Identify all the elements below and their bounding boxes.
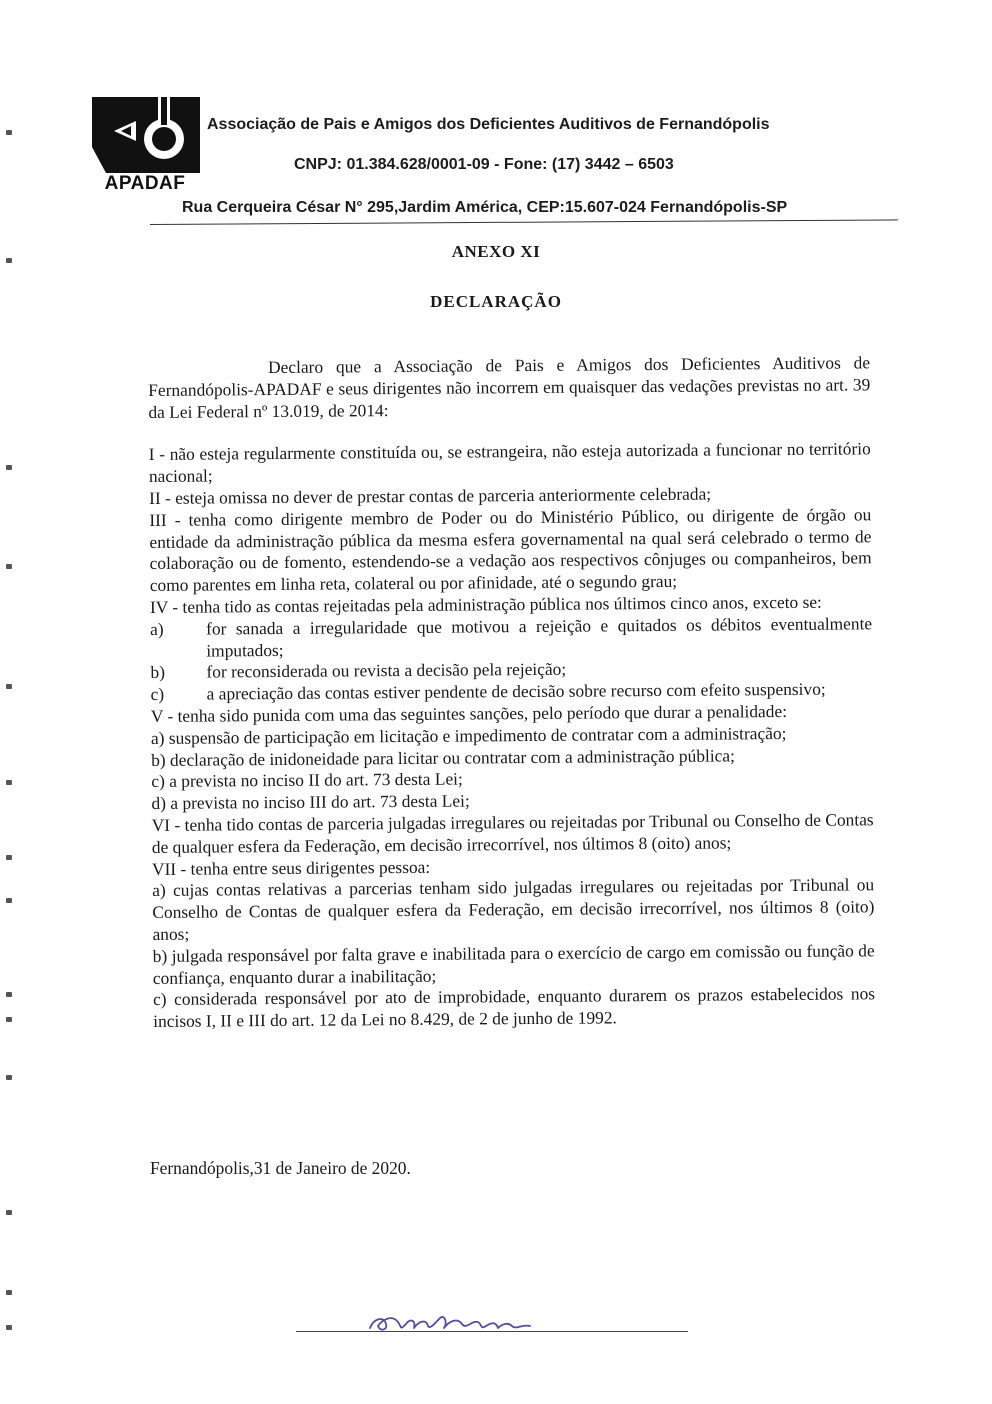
scan-artifact (6, 898, 12, 903)
clause-iv: IV - tenha tido as contas rejeitadas pela administração pública nos últimos cinco anos, exceto se: (149, 591, 822, 617)
scan-artifact (6, 465, 12, 470)
intro-paragraph: Declaro que a Associação de Pais e Amigos dos Deficientes Auditivos de Fernandópolis-APADAF e seus dirigentes não incorrem em quaisquer das vedações previstas no art. 39 da Lei Federal nº 13.019, de 2014: (148, 352, 871, 422)
declaration-body (148, 352, 875, 1033)
scan-artifact (6, 564, 12, 569)
scan-artifact (6, 1325, 12, 1330)
signature-line (296, 1331, 688, 1332)
clause-vii-b: b) julgada responsável por falta grave e inabilitada para o exercício de cargo em comissão ou função de confiança, enquanto durar a inabilitação; (152, 940, 875, 988)
clause-vi: VI - tenha tido contas de parceria julgadas irregulares ou rejeitadas por Tribunal ou Conselho de Contas de qualquer esfera da Federação, em decisão irrecorrível, nos últimos 8 (oito) anos; (151, 809, 874, 857)
clause-v-c: c) a prevista no inciso II do art. 73 desta Lei; (151, 768, 463, 792)
document-title: DECLARAÇÃO (430, 292, 562, 311)
scan-artifact (6, 780, 12, 785)
clause-iii: III - tenha como dirigente membro de Poder ou do Ministério Público, ou dirigente de órgão ou entidade da administração pública da mesma esfera governamental na qual será celebrado o termo de colaboração ou de fomento, estendendo-se a vedação aos respectivos cônjuges ou companheiros, bem como parentes em linha reta, colateral ou por afinidade, até o segundo grau; (149, 504, 872, 596)
scan-artifact (6, 855, 12, 860)
header-divider (150, 219, 898, 225)
clause-vii-a: a) cujas contas relativas a parcerias tenham sido julgadas irregulares ou rejeitadas por Tribunal ou Conselho de Contas de qualquer esfera da Federação, em decisão irrecorrível, nos últimos 8 (oito) anos; (152, 874, 875, 944)
clause-text: for reconsiderada ou revista a decisão pela rejeição; (206, 659, 567, 682)
place-date: Fernandópolis,31 de Janeiro de 2020. (150, 1158, 411, 1178)
clause-iv-a (150, 613, 872, 662)
clause-vii: VII - tenha entre seus dirigentes pessoa: (151, 856, 431, 879)
scan-artifact (6, 1210, 12, 1215)
handwritten-signature (340, 1300, 580, 1340)
cnpj-phone: CNPJ: 01.384.628/0001-09 - Fone: (17) 3442 – 6503 (294, 156, 674, 173)
clause-letter: a) (150, 618, 164, 639)
logo-text: APADAF (104, 173, 186, 194)
apadaf-logo (88, 95, 202, 195)
clause-ii: II - esteja omissa no dever de prestar contas de parceria anteriormente celebrada; (149, 483, 712, 508)
scan-artifact (6, 992, 12, 997)
clause-letter: b) (150, 662, 166, 683)
apadaf-ear-logo-icon (88, 95, 202, 175)
scan-artifact (6, 684, 12, 689)
organization-name: Associação de Pais e Amigos dos Deficientes Auditivos de Fernandópolis (207, 116, 770, 133)
clause-letter: c) (150, 684, 165, 705)
clause-vii-c: c) considerada responsável por ato de improbidade, enquanto durarem os prazos estabelecidos nos incisos I, II e III do art. 12 da Lei no 8.429, de 2 de junho de 1992. (152, 983, 876, 1032)
clause-v-d: d) a prevista no inciso III do art. 73 desta Lei; (151, 790, 470, 814)
clause-v-a: a) suspensão de participação em licitação e impedimento de contratar com a administração; (150, 722, 787, 748)
clause-text: a apreciação das contas estiver pendente de decisão sobre recurso com efeito suspensivo; (206, 678, 826, 704)
scan-artifact (6, 1075, 12, 1080)
clause-v: V - tenha sido punida com uma das seguintes sanções, pelo período que durar a penalidade: (150, 700, 788, 726)
annex-heading: ANEXO XI (451, 242, 541, 261)
clause-i: I - não esteja regularmente constituída ou, se estrangeira, não esteja autorizada a funcionar no território nacional; (148, 438, 871, 487)
clause-text: for sanada a irregularidade que motivou a rejeição e quitados os débitos eventualmente imputados; (206, 613, 873, 661)
scan-artifact (6, 130, 12, 135)
scan-artifact (6, 1290, 12, 1295)
clause-v-b: b) declaração de inidoneidade para licitar ou contratar com a administração pública; (151, 744, 735, 770)
scan-artifact (6, 1017, 12, 1022)
address: Rua Cerqueira César N° 295,Jardim América, CEP:15.607-024 Fernandópolis-SP (182, 199, 788, 216)
